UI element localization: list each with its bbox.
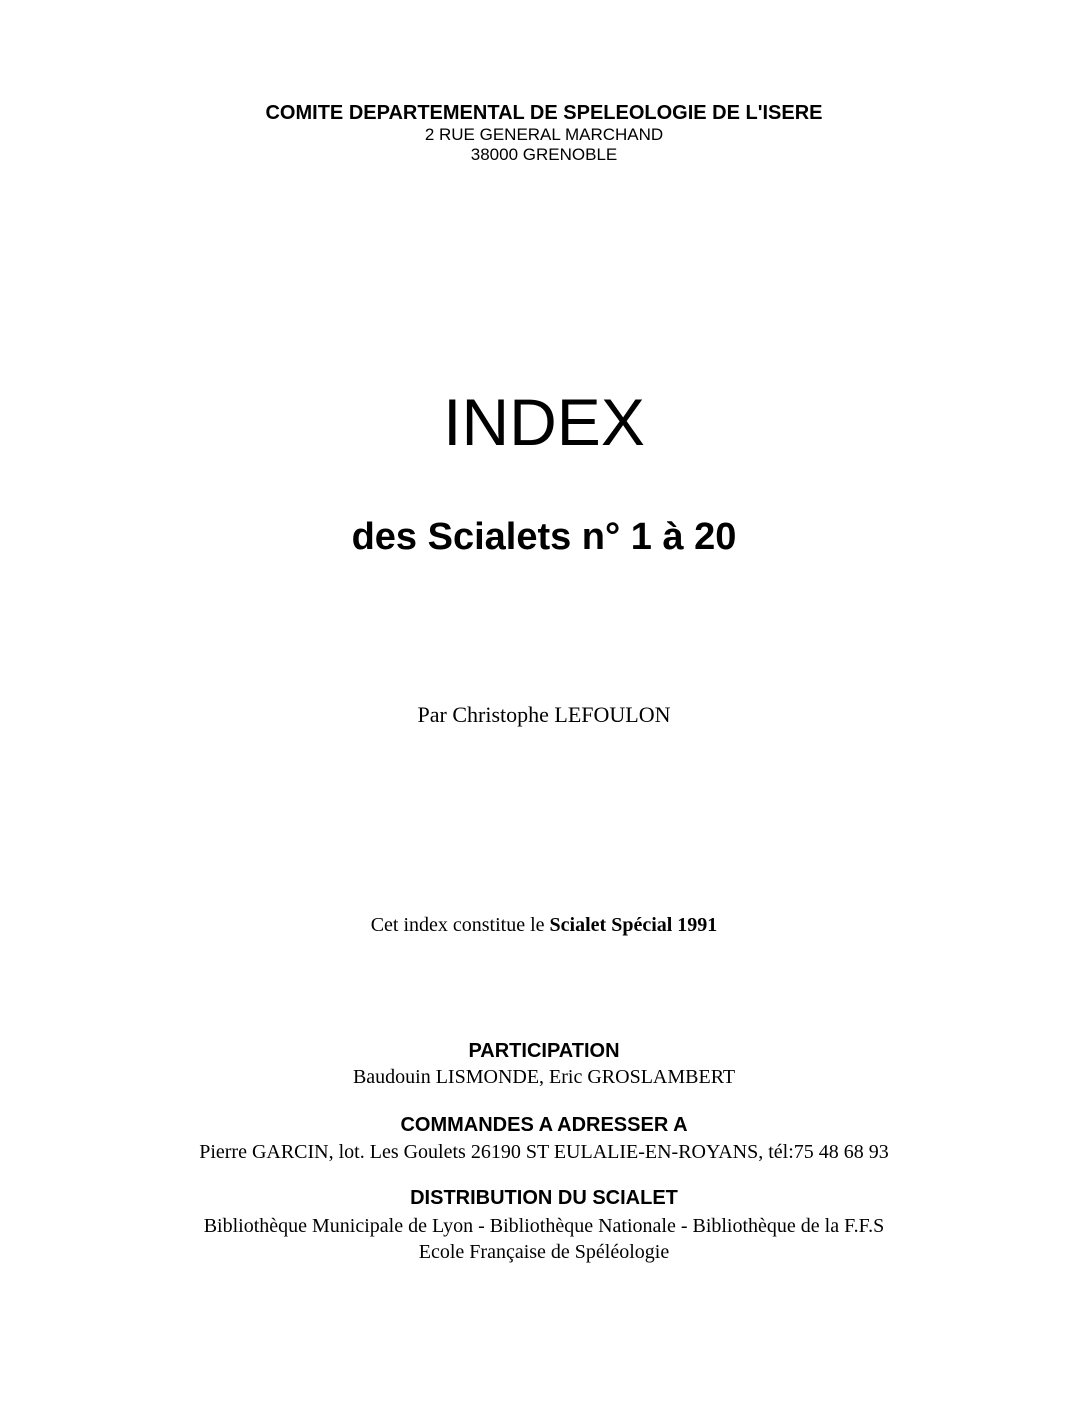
distribution-heading: DISTRIBUTION DU SCIALET — [410, 1187, 678, 1209]
orders-text: Pierre GARCIN, lot. Les Goulets 26190 ST EULALIE-EN-ROYANS, tél:75 48 68 93 — [199, 1141, 889, 1163]
distribution-text-school: Ecole Française de Spéléologie — [418, 1241, 670, 1263]
distribution-text-libraries: Bibliothèque Municipale de Lyon - Bibliothèque Nationale - Bibliothèque de la F.F.S — [203, 1215, 885, 1237]
author-line: Par Christophe LEFOULON — [417, 702, 671, 727]
organization-name: COMITE DEPARTEMENTAL DE SPELEOLOGIE DE L'ISERE — [265, 102, 823, 124]
participation-text: Baudouin LISMONDE, Eric GROSLAMBERT — [352, 1066, 736, 1088]
special-issue-note — [0, 912, 1088, 938]
organization-address-street: 2 RUE GENERAL MARCHAND — [424, 125, 664, 144]
participation-heading: PARTICIPATION — [468, 1040, 620, 1062]
special-issue-note-prefix: Cet index constitue le — [370, 914, 550, 936]
orders-heading: COMMANDES A ADRESSER A — [400, 1114, 688, 1136]
document-title: INDEX — [443, 385, 645, 459]
special-issue-name: Scialet Spécial 1991 — [549, 914, 718, 936]
document-subtitle: des Scialets n° 1 à 20 — [351, 516, 737, 558]
organization-address-city: 38000 GRENOBLE — [470, 145, 618, 164]
